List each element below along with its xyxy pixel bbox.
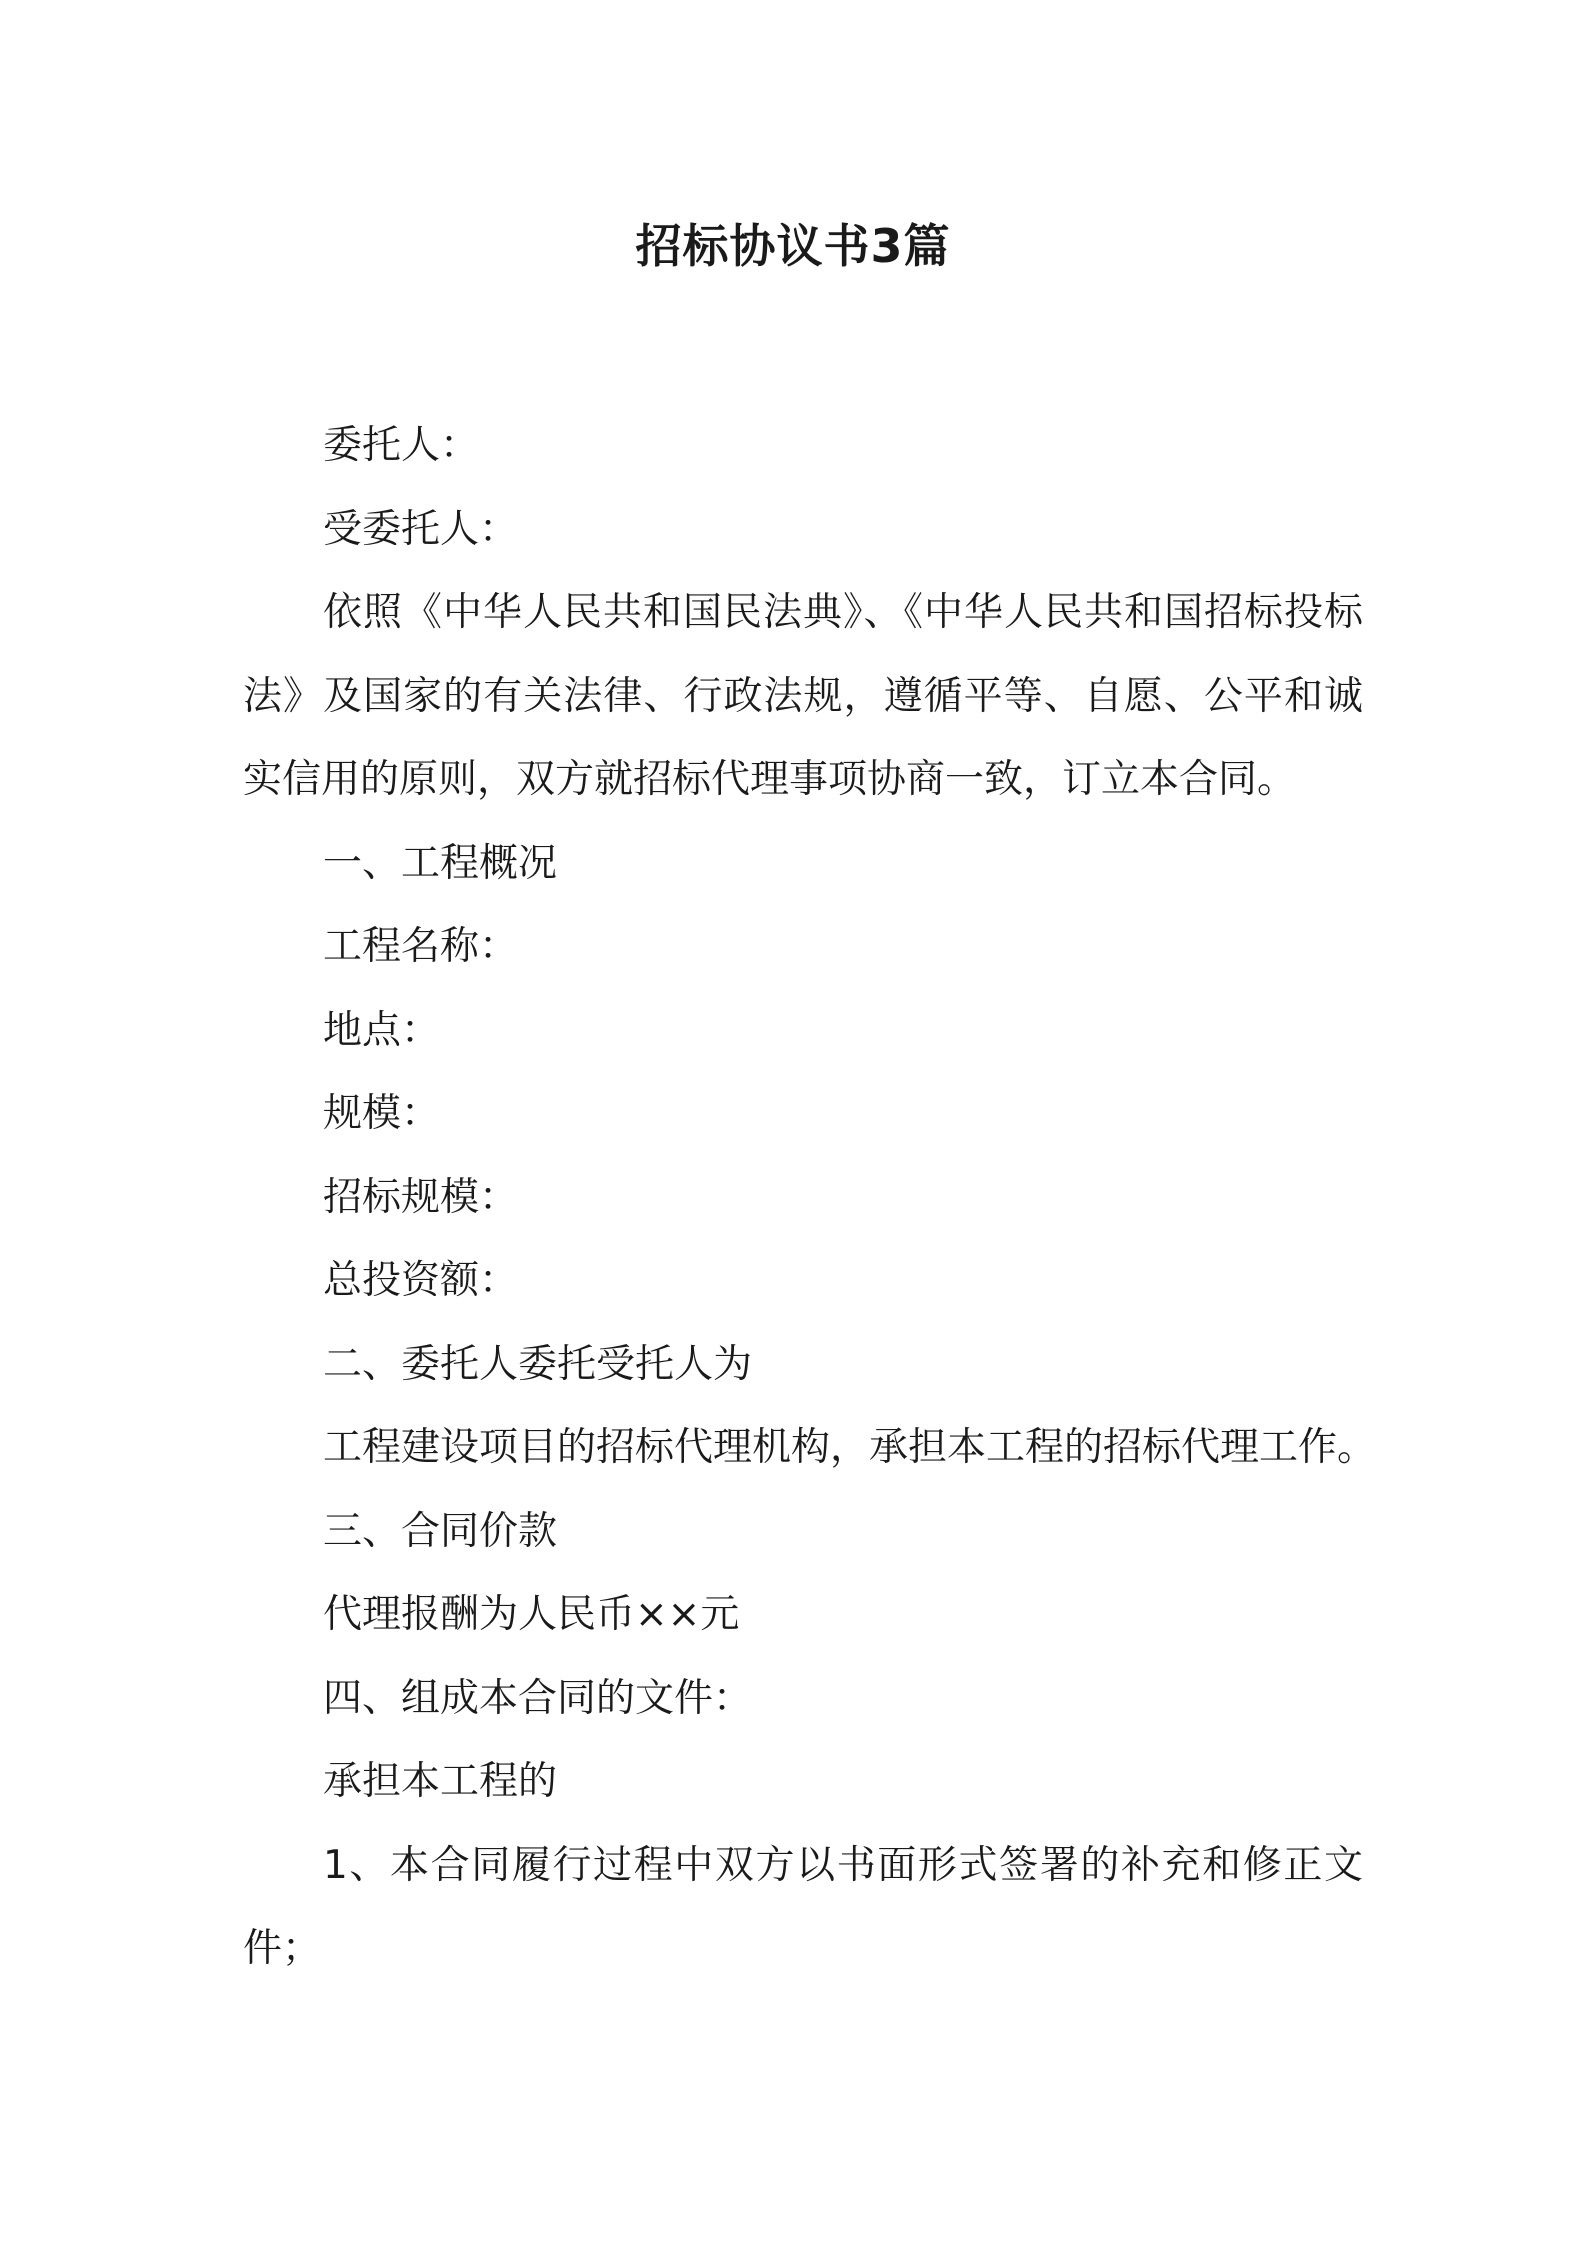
- paragraph-item-1: 1、本合同履行过程中双方以书面形式签署的补充和修正文件；: [243, 1842, 1363, 1971]
- paragraph-legal-basis: 依照《中华人民共和国民法典》、《中华人民共和国招标投标法》及国家的有关法律、行政法规，遵循平等、自愿、公平和诚实信用的原则，双方就招标代理事项协商一致，订立本合同。: [243, 590, 1363, 802]
- paragraph-agent: 受委托人：: [323, 506, 519, 552]
- paragraph-agency-role: 工程建设项目的招标代理机构，承担本工程的招标代理工作。: [323, 1425, 1377, 1470]
- section-heading-project-overview: 一、工程概况: [323, 840, 558, 886]
- paragraph-client: 委托人：: [323, 423, 480, 468]
- section-heading-contract-documents: 四、组成本合同的文件：: [323, 1675, 753, 1721]
- paragraph-location: 地点：: [323, 1007, 441, 1053]
- paragraph-total-investment: 总投资额：: [323, 1258, 519, 1303]
- paragraph-scale: 规模：: [323, 1091, 441, 1136]
- section-heading-entrustment: 二、委托人委托受托人为: [323, 1341, 753, 1387]
- paragraph-tender-scale: 招标规模：: [323, 1174, 519, 1220]
- paragraph-project-name: 工程名称：: [323, 924, 519, 969]
- paragraph-undertake: 承担本工程的: [323, 1759, 558, 1804]
- document-title: 招标协议书3篇: [635, 219, 951, 273]
- paragraph-agency-fee: 代理报酬为人民币××元: [323, 1592, 740, 1637]
- section-heading-contract-price: 三、合同价款: [323, 1508, 558, 1554]
- document-body: [243, 404, 1377, 1991]
